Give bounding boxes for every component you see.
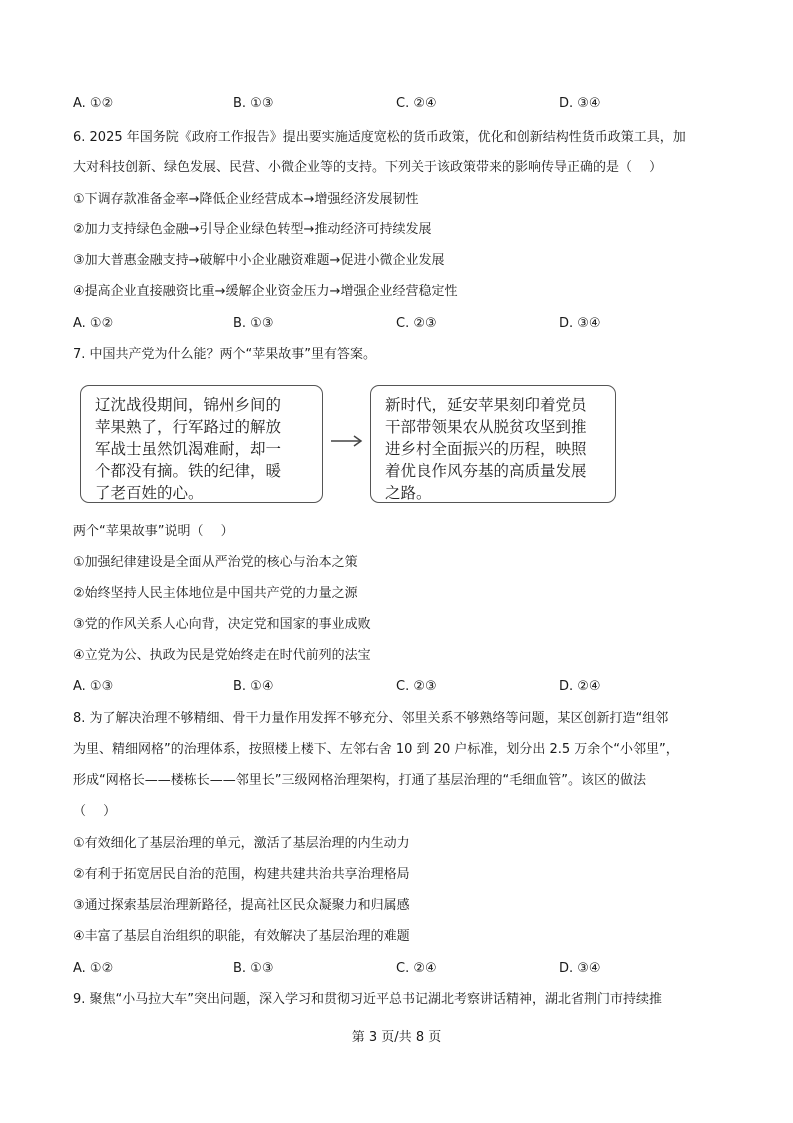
q7-statement-3: ③党的作风关系人心向背，决定党和国家的事业成败 xyxy=(73,617,371,632)
q8-stem-line-2: 为里、精细网格”的治理体系，按照楼上楼下、左邻右舍 10 到 20 户标准，划分出 2.5 万余个“小邻里”， xyxy=(73,742,679,757)
option-d: D. ③④ xyxy=(559,961,601,976)
q8-stem-line-1: 8. 为了解决治理不够精细、骨干力量作用发挥不够充分、邻里关系不够熟络等问题，某区创新打造“组邻 xyxy=(73,711,669,726)
q8-statement-4: ④丰富了基层自治组织的职能，有效解决了基层治理的难题 xyxy=(73,929,410,944)
q6-stem-line-1: 6. 2025 年国务院《政府工作报告》提出要实施适度宽松的货币政策，优化和创新结构性货币政策工具，加 xyxy=(73,130,686,145)
option-d: D. ③④ xyxy=(559,96,601,111)
q8-statement-3: ③通过探索基层治理新路径，提高社区民众凝聚力和归属感 xyxy=(73,898,410,913)
option-c: C. ②④ xyxy=(396,961,437,976)
page-number: 第 3 页/共 8 页 xyxy=(351,1030,442,1045)
q7-statement-1: ①加强纪律建设是全面从严治党的核心与治本之策 xyxy=(73,555,358,570)
q8-statement-2: ②有利于拓宽居民自治的范围，构建共建共治共享治理格局 xyxy=(73,867,410,882)
right-arrow-icon xyxy=(330,434,364,448)
option-a: A. ①② xyxy=(73,961,114,976)
option-b: B. ①③ xyxy=(233,961,274,976)
option-d: D. ③④ xyxy=(559,316,601,331)
q7-statement-4: ④立党为公、执政为民是党始终走在时代前列的法宝 xyxy=(73,648,371,663)
q7-stem: 7. 中国共产党为什么能？两个“苹果故事”里有答案。 xyxy=(73,347,377,362)
box-text-line: 进乡村全面振兴的历程，映照 xyxy=(385,440,587,458)
box-text-line: 干部带领果农从脱贫攻坚到推 xyxy=(385,418,587,436)
apple-story-box-2 xyxy=(370,385,616,503)
apple-story-box-1 xyxy=(80,385,323,503)
box-text-line: 新时代，延安苹果刻印着党员 xyxy=(385,396,587,414)
q8-statement-1: ①有效细化了基层治理的单元，激活了基层治理的内生动力 xyxy=(73,836,410,851)
q6-statement-1: ①下调存款准备金率→降低企业经营成本→增强经济发展韧性 xyxy=(73,192,419,207)
q6-statement-3: ③加大普惠金融支持→破解中小企业融资难题→促进小微企业发展 xyxy=(73,253,445,268)
q8-options xyxy=(73,961,723,977)
option-a: A. ①② xyxy=(73,316,114,331)
box-text-line: 之路。 xyxy=(385,484,432,502)
option-b: B. ①④ xyxy=(233,679,274,694)
q8-stem-line-3: 形成“网格长——楼栋长——邻里长”三级网格治理架构，打通了基层治理的“毛细血管”。该区的做法 xyxy=(73,773,646,788)
q6-options xyxy=(73,316,723,332)
q9-stem-line-1: 9. 聚焦“小马拉大车”突出问题，深入学习和贯彻习近平总书记湖北考察讲话精神，湖北省荆门市持续推 xyxy=(73,992,663,1007)
q6-statement-4: ④提高企业直接融资比重→缓解企业资金压力→增强企业经营稳定性 xyxy=(73,284,458,299)
option-a: A. ①② xyxy=(73,96,114,111)
box-text-line: 军战士虽然饥渴难耐，却一 xyxy=(95,440,282,458)
option-b: B. ①③ xyxy=(233,96,274,111)
option-a: A. ①③ xyxy=(73,679,114,694)
prev-question-options xyxy=(73,96,723,112)
q7-statement-2: ②始终坚持人民主体地位是中国共产党的力量之源 xyxy=(73,586,358,601)
q6-stem-line-2: 大对科技创新、绿色发展、民营、小微企业等的支持。下列关于该政策带来的影响传导正确的是（ ） xyxy=(73,160,663,175)
q7-options xyxy=(73,679,723,695)
q8-stem-line-4: （ ） xyxy=(73,804,117,819)
q7-question: 两个“苹果故事”说明（ ） xyxy=(73,524,234,539)
q6-statement-2: ②加力支持绿色金融→引导企业绿色转型→推动经济可持续发展 xyxy=(73,222,432,237)
box-text-line: 辽沈战役期间，锦州乡间的 xyxy=(95,396,282,414)
box-text-line: 苹果熟了，行军路过的解放 xyxy=(95,418,282,436)
option-c: C. ②③ xyxy=(396,679,437,694)
box-text-line: 了老百姓的心。 xyxy=(95,484,204,502)
option-c: C. ②④ xyxy=(396,96,437,111)
option-c: C. ②③ xyxy=(396,316,437,331)
option-b: B. ①③ xyxy=(233,316,274,331)
box-text-line: 着优良作风夯基的高质量发展 xyxy=(385,462,587,480)
box-text-line: 个都没有摘。铁的纪律，暖 xyxy=(95,462,282,480)
option-d: D. ②④ xyxy=(559,679,601,694)
